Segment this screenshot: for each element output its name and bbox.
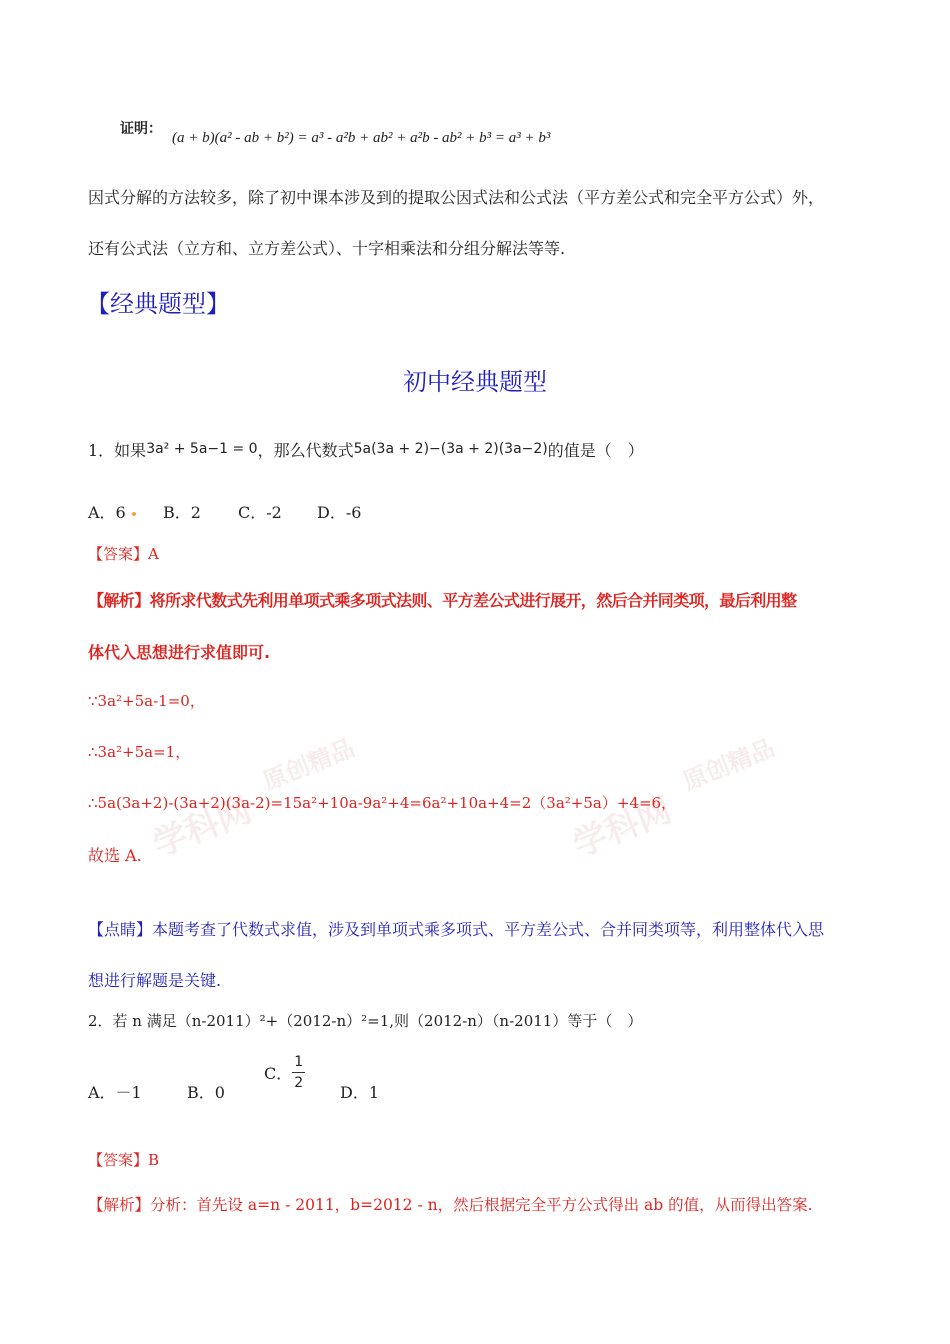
q1-condition: 3a² + 5a−1 = 0 [146,441,258,457]
q1-option-a: A．6 [88,500,136,523]
intro-line-1: 因式分解的方法较多，除了初中课本涉及到的提取公因式法和公式法（平方差公式和完全平方公式）外， [88,188,825,207]
section-heading: 【经典题型】 [86,290,230,318]
q1-step-3: ∴5a(3a+2)-(3a+2)(3a-2)=15a²+10a-9a²+4=6a²+10a+4=2（3a²+5a）+4=6， [88,794,677,812]
q2-option-a: A．－1 [88,1083,142,1102]
q1-analysis-line-2: 体代入思想进行求值即可. [88,643,271,662]
watermark: 原创精品 [259,733,359,796]
q2-analysis: 【解析】分析：首先设 a=n - 2011，b=2012 - n，然后根据完全平方公式得出 ab 的值，从而得出答案. [88,1196,813,1214]
q2-stem: 2．若 n 满足（n-2011）²+（2012-n）²=1,则（2012-n）（n-2011）等于（ ） [88,1012,643,1030]
q2-answer: 【答案】B [88,1151,160,1169]
watermark: 原创精品 [679,733,779,796]
q2-option-b: B．0 [187,1083,225,1102]
q1-option-b: B．2 [163,503,201,522]
q1-stem: 1．如果3a² + 5a−1 = 0，那么代数式5a(3a + 2)−(3a + 2)(3a−2)的值是（ ） [88,441,644,460]
q2-option-d: D．1 [340,1083,380,1102]
watermark: 学科网 [567,790,678,866]
proof-label: 证明： [120,121,162,137]
proof-formula: (a + b)(a² - ab + b²) = a³ - a²b + ab² + a²b - ab² + b³ = a³ + b³ [172,130,551,146]
q1-comment-line-2: 想进行解题是关键. [88,971,222,990]
q1-step-1: ∵3a²+5a-1=0， [88,692,205,710]
center-title: 初中经典题型 [403,368,547,396]
intro-line-2: 还有公式法（立方和、立方差公式）、十字相乘法和分组分解法等等. [88,239,566,258]
marker-dot-icon [132,512,136,516]
q1-option-c: C．-2 [238,503,282,522]
q1-analysis-line-1: 【解析】将所求代数式先利用单项式乘多项式法则、平方差公式进行展开，然后合并同类项，最后利用整 [88,591,797,610]
q1-option-d: D．-6 [317,503,362,522]
q1-expression: 5a(3a + 2)−(3a + 2)(3a−2) [353,441,548,457]
q1-step-2: ∴3a²+5a=1， [88,743,191,761]
q1-comment-line-1: 【点睛】本题考查了代数式求值，涉及到单项式乘多项式、平方差公式、合并同类项等，利用整体代入思 [88,920,825,939]
q1-conclusion: 故选 A. [88,846,142,865]
watermark: 学科网 [147,790,258,866]
q1-answer: 【答案】A [88,545,159,563]
q2-option-c: C． $\frac{1}{2}$ [264,1054,304,1091]
fraction-one-half: $\frac{1}{2}$ [294,1054,304,1091]
